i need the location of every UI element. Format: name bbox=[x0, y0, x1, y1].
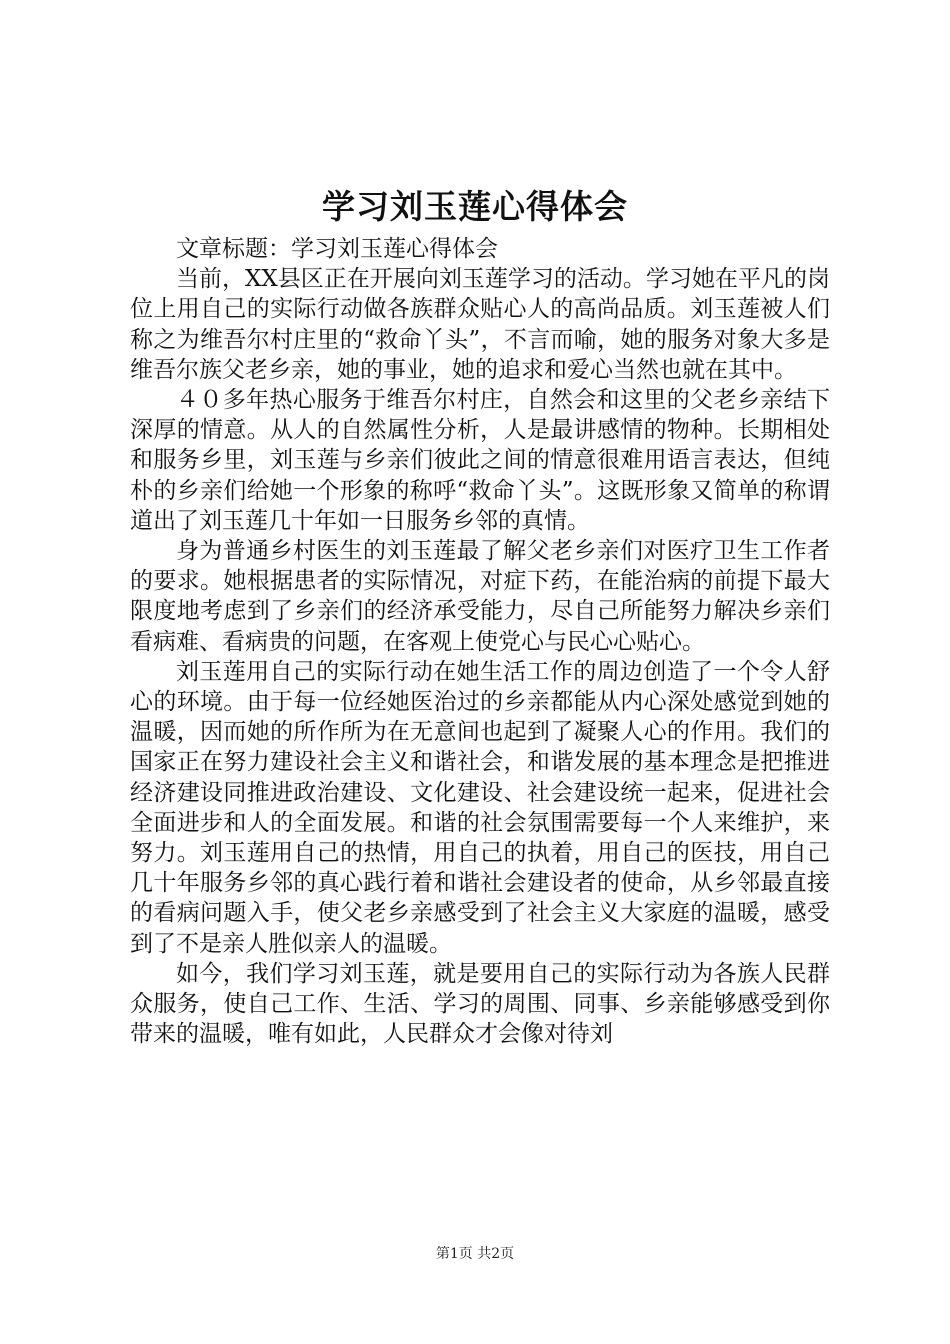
article-title-line: 文章标题：学习刘玉莲心得体会 bbox=[176, 236, 498, 262]
document-title: 学习刘玉莲心得体会 bbox=[322, 187, 628, 226]
paragraph: 当前，XX县区正在开展向刘玉莲学习的活动。学习她在平凡的岗位上用自己的实际行动做各族群众贴心人的高尚品质。刘玉莲被人们称之为维吾尔村庄里的“救命丫头”，不言而喻，她的服务对象大多是维吾尔族父老乡亲，她的事业，她的追求和爱心当然也就在其中。 bbox=[130, 266, 830, 383]
paragraph: ４０多年热心服务于维吾尔村庄，自然会和这里的父老乡亲结下深厚的情意。从人的自然属性分析，人是最讲感情的物种。长期相处和服务乡里，刘玉莲与乡亲们彼此之间的情意很难用语言表达，但纯朴的乡亲们给她一个形象的称呼“救命丫头”。这既形象又简单的称谓道出了刘玉莲几十年如一日服务乡邻的真情。 bbox=[130, 387, 830, 534]
paragraph: 身为普通乡村医生的刘玉莲最了解父老乡亲们对医疗卫生工作者的要求。她根据患者的实际情况，对症下药，在能治病的前提下最大限度地考虑到了乡亲们的经济承受能力，尽自己所能努力解决乡亲们看病难、看病贵的问题，在客观上使党心与民心心贴心。 bbox=[130, 538, 830, 655]
paragraph: 刘玉莲用自己的实际行动在她生活工作的周边创造了一个令人舒心的环境。由于每一位经她医治过的乡亲都能从内心深处感觉到她的温暖，因而她的所作所为在无意间也起到了凝聚人心的作用。我们的国家正在努力建设社会主义和谐社会，和谐发展的基本理念是把推进经济建设同推进政治建设、文化建设、社会建设统一起来，促进社会全面进步和人的全面发展。和谐的社会氛围需要每一个人来维护，来努力。刘玉莲用自己的热情，用自己的执着，用自己的医技，用自己几十年服务乡邻的真心践行着和谐社会建设者的使命，从乡邻最直接的看病问题入手，使父老乡亲感受到了社会主义大家庭的温暖，感受到了不是亲人胜似亲人的温暖。 bbox=[130, 658, 830, 957]
page-footer: 第1页 共2页 bbox=[435, 1246, 515, 1262]
paragraph: 如今，我们学习刘玉莲，就是要用自己的实际行动为各族人民群众服务，使自己工作、生活、学习的周围、同事、乡亲能够感受到你带来的温暖，唯有如此，人民群众才会像对待刘 bbox=[130, 960, 830, 1048]
document-body bbox=[130, 234, 830, 1049]
